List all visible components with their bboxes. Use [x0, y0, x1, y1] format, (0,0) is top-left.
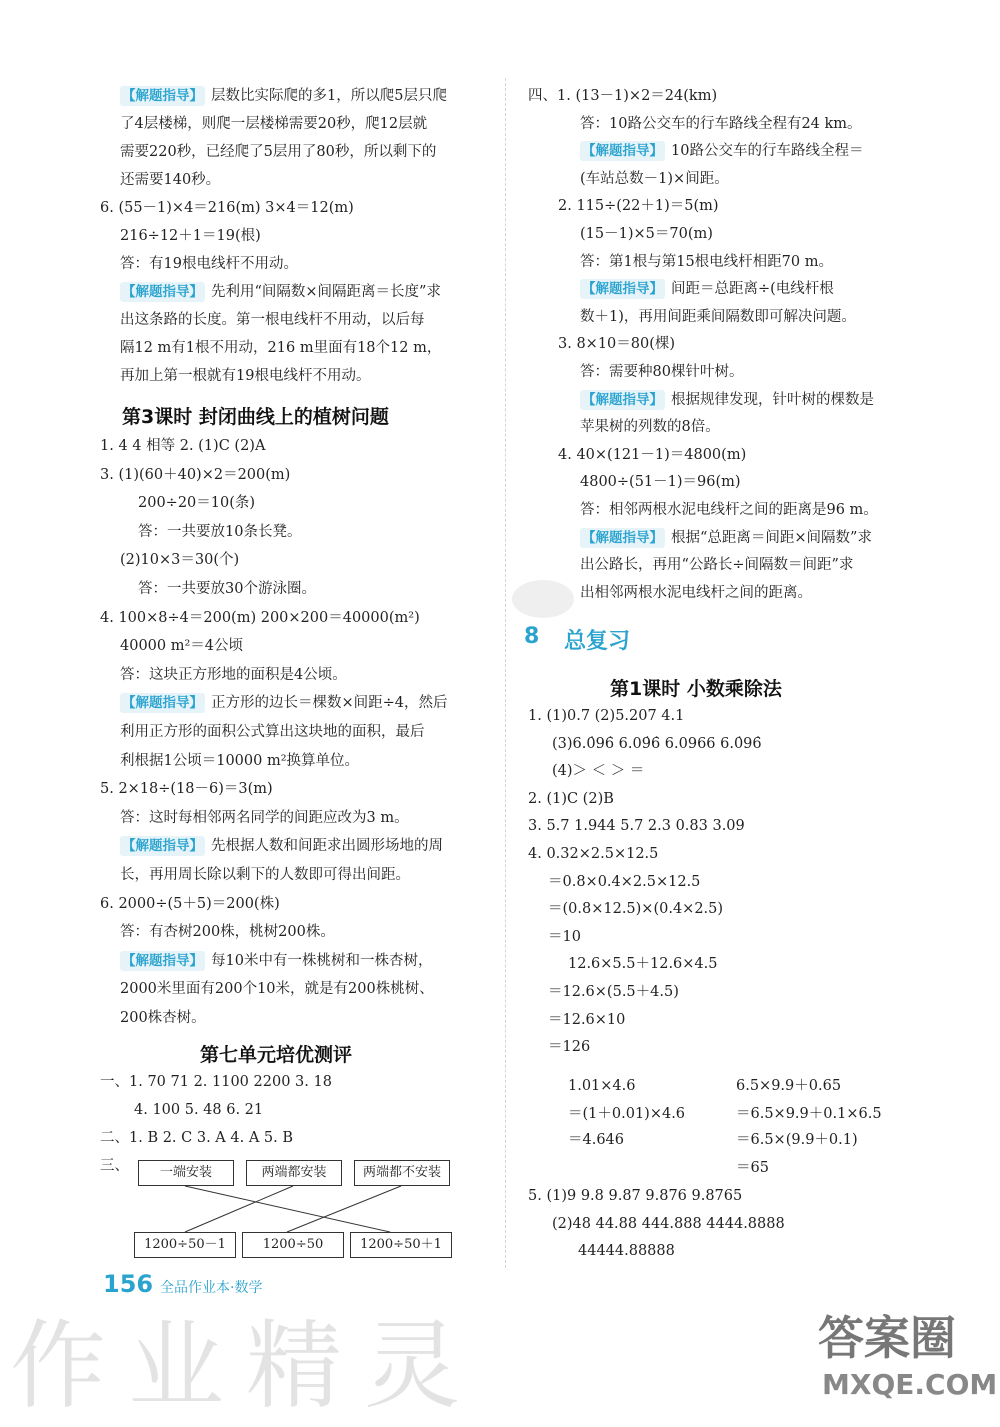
- answer-line: [580, 583, 812, 603]
- answer-line: [580, 307, 856, 327]
- line-text: 6. 2000÷(5＋5)＝200(株): [100, 895, 280, 912]
- line-text: 5. (1)9 9.8 9.87 9.876 9.8765: [528, 1188, 743, 1204]
- calc-right-3: ＝6.5×(9.9＋0.1): [736, 1132, 858, 1148]
- line-text: 答：第1根与第15根电线杆相距70 m。: [580, 253, 833, 270]
- calc-right-2: ＝6.5×9.9＋0.1×6.5: [736, 1106, 882, 1122]
- answer-line: [552, 734, 762, 754]
- watermark-logo: 答案圈: [818, 1311, 956, 1365]
- match-bottom-1: 1200÷50－1: [134, 1232, 236, 1258]
- line-text: 隔12 m有1根不用动，216 m里面有18个12 m，: [120, 340, 442, 356]
- line-text: 出公路长，再用“公路长÷间隔数＝间距”求: [580, 557, 854, 574]
- line-text: 再加上第一根就有19根电线杆不用动。: [120, 368, 371, 384]
- line-text: 4. 40×(121－1)＝4800(m): [558, 446, 747, 463]
- hint-tag: 【解题指导】: [582, 281, 663, 298]
- answer-line: [548, 899, 723, 919]
- answer-line: [528, 816, 745, 836]
- column-divider: [505, 78, 506, 1268]
- answer-line: [580, 417, 720, 437]
- answer-line: [558, 334, 675, 354]
- line-text: 答：有19根电线杆不用动。: [120, 256, 298, 272]
- line-text: 需要220秒，已经爬了5层用了80秒，所以剩下的: [120, 144, 437, 160]
- answer-line: [580, 472, 741, 492]
- hint-tag: 【解题指导】: [582, 391, 663, 408]
- line-text: (2)10×3＝30(个): [120, 552, 240, 569]
- line-text: 2000米里面有200个10米，就是有200株桃树、: [120, 981, 434, 998]
- line-text: 先利用“间隔数×间隔距离＝长度”求: [211, 284, 441, 300]
- hint-tag: 【解题指导】: [582, 143, 663, 160]
- calc-left-2: ＝(1＋0.01)×4.6: [568, 1106, 686, 1122]
- answer-line: [528, 86, 717, 106]
- answer-line: [528, 1186, 742, 1206]
- line-text: 了4层楼梯，则爬一层楼梯需要20秒，爬12层就: [120, 116, 428, 132]
- line-text: 每10米中有一株桃树和一株杏树，: [211, 952, 433, 969]
- line-text: (2)48 44.88 444.888 4444.8888: [552, 1215, 785, 1232]
- lesson-title: 第1课时 小数乘除法: [610, 678, 782, 700]
- line-text: 根据“总距离＝间距×间隔数”求: [671, 529, 872, 546]
- line-text: 1. (1)0.7 (2)5.207 4.1: [528, 708, 685, 724]
- line-text: 四、1. (13－1)×2＝24(km): [528, 88, 718, 104]
- line-text: 200株杏树。: [120, 1010, 206, 1026]
- line-text: 一、1. 70 71 2. 1100 2200 3. 18: [100, 1074, 332, 1090]
- answer-line: [528, 706, 684, 726]
- hint-tag: 【解题指导】: [122, 284, 203, 300]
- line-text: 4. 100 5. 48 6. 21: [134, 1102, 264, 1118]
- line-text: 二、1. B 2. C 3. A 4. A 5. B: [100, 1130, 294, 1146]
- line-text: 2. 115÷(22＋1)＝5(m): [558, 198, 719, 215]
- hint-tag: 【解题指导】: [122, 952, 203, 969]
- answer-line: [548, 872, 700, 892]
- match-bottom-3: 1200÷50＋1: [350, 1232, 452, 1258]
- line-text: 利用正方形的面积公式算出这块地的面积，最后: [120, 724, 425, 740]
- calc-right-1: 6.5×9.9＋0.65: [736, 1078, 842, 1094]
- unit-number: 8: [524, 624, 540, 649]
- match-lines: [100, 80, 500, 1280]
- line-text: 12.6×5.5＋12.6×4.5: [568, 956, 718, 973]
- line-text: ＝126: [548, 1039, 591, 1056]
- line-text: 3. (1)(60＋40)×2＝200(m): [100, 466, 291, 483]
- line-text: 200÷20＝10(条): [138, 495, 256, 512]
- answer-line: [548, 1037, 590, 1057]
- answer-line: [580, 555, 853, 575]
- line-text: 数＋1)，再用间距乘间隔数即可解决问题。: [580, 308, 856, 325]
- book-title: 全品作业本·数学: [160, 1280, 263, 1296]
- answer-line: [580, 362, 743, 382]
- answer-line: [558, 196, 719, 216]
- line-text: 间距＝总距离÷(电线杆根: [671, 281, 834, 298]
- hint-line: [580, 528, 872, 548]
- hint-tag: 【解题指导】: [122, 88, 203, 104]
- match-top-1: 一端安装: [138, 1160, 234, 1186]
- line-text: 1. 4 4 相等 2. (1)C (2)A: [100, 438, 266, 454]
- line-text: 216÷12＋1＝19(根): [120, 228, 261, 244]
- line-text: ＝0.8×0.4×2.5×12.5: [548, 873, 701, 890]
- unit-test-title: 第七单元培优测评: [200, 1044, 353, 1066]
- line-text: 层数比实际爬的多1，所以爬5层只爬: [211, 88, 447, 104]
- line-text: 3. 8×10＝80(棵): [558, 336, 676, 353]
- answer-line: [548, 982, 679, 1002]
- hint-line: [580, 279, 834, 299]
- answer-line: [580, 224, 713, 244]
- line-text: 44444.88888: [578, 1243, 675, 1260]
- watermark-url: MXQE.COM: [822, 1368, 998, 1401]
- line-text: 答：有杏树200株，桃树200株。: [120, 924, 335, 941]
- line-text: 答：相邻两根水泥电线杆之间的距离是96 m。: [580, 502, 878, 518]
- hint-line: [580, 141, 863, 161]
- section-title-lesson-3: 第3课时 封闭曲线上的植树问题: [122, 406, 389, 428]
- line-text: ＝(0.8×12.5)×(0.4×2.5): [548, 901, 724, 918]
- answer-line: [528, 789, 614, 809]
- line-text: 答：这块正方形地的面积是4公顷。: [120, 666, 347, 683]
- line-text: (15－1)×5＝70(m): [580, 226, 713, 242]
- line-text: 利根据1公顷＝10000 m²换算单位。: [120, 752, 360, 769]
- line-text: ＝10: [548, 928, 581, 945]
- answer-line: [578, 1241, 675, 1261]
- match-top-3: 两端都不安装: [354, 1160, 450, 1186]
- match-top-2: 两端都安装: [246, 1160, 342, 1186]
- line-text: 先根据人数和间距求出圆形场地的周: [211, 838, 443, 855]
- unit-title: 总复习: [564, 629, 631, 654]
- answer-line: [528, 844, 658, 864]
- line-text: 答：一共要放30个游泳圈。: [138, 581, 316, 597]
- match-bottom-2: 1200÷50: [242, 1232, 344, 1258]
- line-text: ＝12.6×(5.5＋4.5): [548, 984, 679, 1000]
- line-text: 2. (1)C (2)B: [528, 790, 614, 807]
- line-text: 40000 m²＝4公顷: [120, 638, 244, 655]
- line-text: ＝12.6×10: [548, 1011, 626, 1028]
- hint-tag: 【解题指导】: [122, 838, 203, 855]
- line-text: 4. 0.32×2.5×12.5: [528, 846, 659, 862]
- line-text: 答：10路公交车的行车路线全程有24 km。: [580, 115, 862, 132]
- line-text: 3. 5.7 1.944 5.7 2.3 0.83 3.09: [528, 818, 745, 835]
- line-text: 三、: [100, 1158, 129, 1174]
- answer-line: [580, 169, 729, 189]
- line-text: (4)＞ ＜ ＞ ＝: [552, 763, 645, 780]
- line-text: 4. 100×8÷4＝200(m) 200×200＝40000(m²): [100, 609, 420, 626]
- answer-line: [580, 114, 862, 134]
- line-text: (车站总数－1)×间距。: [580, 170, 729, 187]
- line-text: 根据规律发现，针叶树的棵数是: [671, 391, 874, 408]
- answer-line: [548, 927, 581, 947]
- line-text: 出相邻两根水泥电线杆之间的距离。: [580, 584, 812, 601]
- answer-line: [580, 252, 833, 272]
- line-text: 10路公交车的行车路线全程＝: [671, 143, 864, 160]
- line-text: 答：这时每相邻两名同学的间距应改为3 m。: [120, 809, 409, 826]
- calc-left-3: ＝4.646: [568, 1132, 625, 1148]
- answer-line: [552, 1214, 785, 1234]
- hint-line: [580, 390, 874, 410]
- line-text: 正方形的边长＝棵数×间距÷4，然后: [211, 695, 448, 712]
- page-number: 156: [103, 1270, 154, 1298]
- line-text: 5. 2×18÷(18－6)＝3(m): [100, 781, 273, 798]
- line-text: 长，再用周长除以剩下的人数即可得出间距。: [120, 867, 410, 883]
- answer-line: [558, 445, 746, 465]
- answer-line: [548, 1010, 625, 1030]
- line-text: 答：需要种80棵针叶树。: [580, 364, 744, 380]
- line-text: 还需要140秒。: [120, 172, 221, 188]
- stamp-mark: [512, 580, 574, 618]
- line-text: 答：一共要放10条长凳。: [138, 523, 302, 540]
- hint-tag: 【解题指导】: [122, 695, 203, 712]
- answer-line: [580, 500, 878, 520]
- hint-tag: 【解题指导】: [582, 529, 663, 546]
- answer-line: [552, 761, 644, 781]
- line-text: 苹果树的列数的8倍。: [580, 419, 720, 436]
- line-text: 出这条路的长度。第一根电线杆不用动，以后每: [120, 312, 425, 328]
- line-text: (3)6.0̇96̇ 6.09̇6̇ 6.0966 6.0̇96̇: [552, 735, 762, 752]
- answer-line: [568, 954, 718, 974]
- line-text: 4800÷(51－1)＝96(m): [580, 474, 741, 491]
- line-text: 6. (55－1)×4＝216(m) 3×4＝12(m): [100, 200, 354, 216]
- calc-right-4: ＝65: [736, 1160, 769, 1176]
- calc-left-1: 1.01×4.6: [568, 1078, 636, 1094]
- watermark-left: 作业精灵: [10, 1310, 482, 1422]
